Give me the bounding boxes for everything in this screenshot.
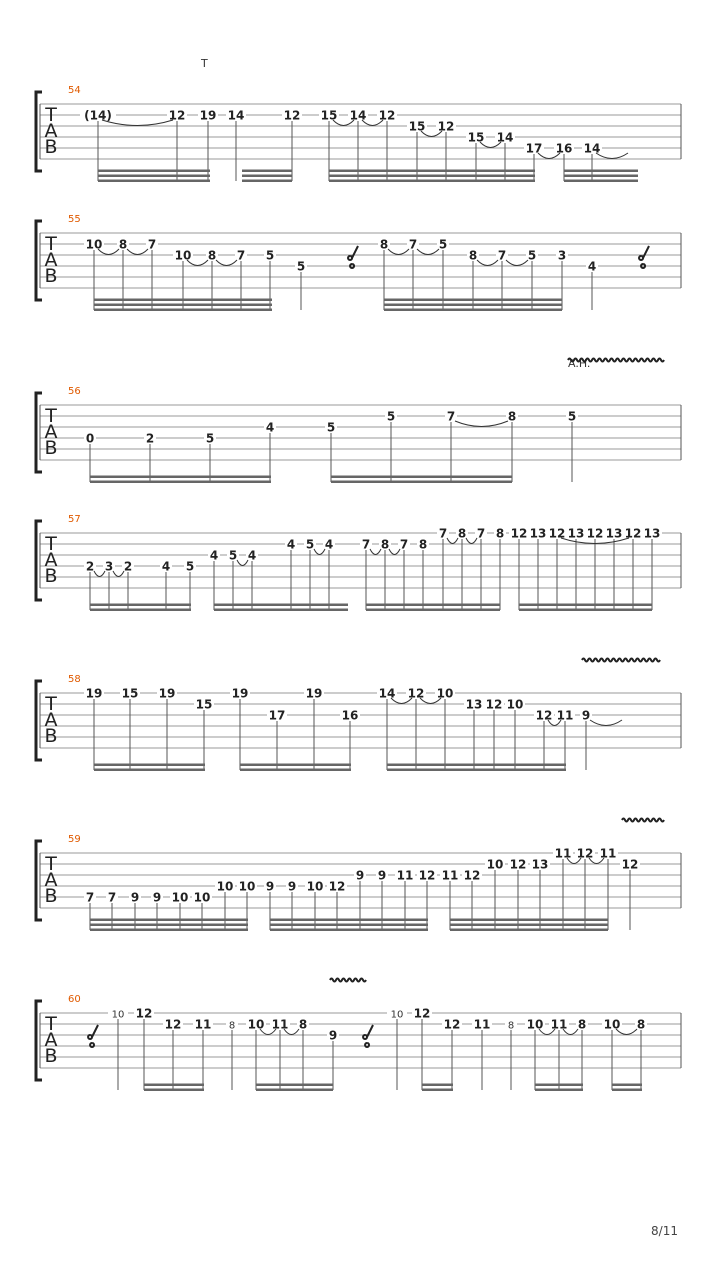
fret-number: 11 [473,1017,491,1032]
tab-clef-letter: B [44,136,58,158]
rest-symbol [348,246,358,268]
fret-number: 17 [525,141,543,156]
fret-number: 12 [621,857,639,872]
fret-number: 5 [228,548,238,563]
fret-number: 13 [567,526,585,541]
fret-number: 8 [379,237,389,252]
fret-number: 10 [174,248,192,263]
tab-clef-letter: A [44,709,58,731]
beam [90,609,191,612]
fret-number: 7 [408,237,418,252]
beam [144,1084,204,1087]
beam [94,304,272,307]
fret-number: 12 [443,1017,461,1032]
measure-number: 57 [68,514,81,525]
beam [90,929,248,932]
slur [417,249,439,255]
tab-clef-letter: B [44,725,58,747]
rest-symbol [639,246,649,268]
fret-number: 10 [247,1017,265,1032]
fret-number: 4 [587,259,597,274]
tab-clef-letter: A [44,421,58,443]
fret-number: 12 [463,868,481,883]
rest-symbol [363,1025,373,1047]
fret-number: 11 [550,1017,568,1032]
fret-number: 9 [130,890,140,905]
rest-symbol [88,1025,98,1047]
beam [214,609,348,612]
beam [535,1089,583,1092]
vibrato-mark [582,659,660,662]
beam [90,481,271,484]
beam [450,924,608,927]
beam [240,764,351,767]
fret-number: 12 [535,708,553,723]
fret-number: 0 [85,431,95,446]
fret-number: 10 [216,879,234,894]
beam [422,1089,453,1092]
beam [90,924,248,927]
fret-number: 10 [526,1017,544,1032]
tab-clef-letter: T [45,693,57,715]
fret-number: 11 [599,846,617,861]
fret-number: 19 [85,686,103,701]
beam [564,170,638,173]
fret-number: 15 [467,130,485,145]
slur [506,260,528,266]
tab-clef-letter: T [45,104,57,126]
fret-number: 11 [396,868,414,883]
beam [242,170,292,173]
fret-number: 7 [399,537,409,552]
fret-number: 7 [438,526,448,541]
beam [94,299,272,302]
fret-number: 5 [305,537,315,552]
fret-number: 14 [583,141,601,156]
fret-number: 10 [85,237,103,252]
fret-number: 12 [418,868,436,883]
fret-number: 12 [576,846,594,861]
fret-number: 12 [437,119,455,134]
fret-number: 8 [207,248,217,263]
fret-number: 7 [85,890,95,905]
slur [388,249,409,255]
fret-number: 10 [238,879,256,894]
beam [535,1084,583,1087]
measure-number: 58 [68,674,81,685]
tab-clef-letter: B [44,1045,58,1067]
beam [98,175,210,178]
beam [331,476,512,479]
slur [477,260,498,266]
beam [387,764,566,767]
fret-number: 3 [557,248,567,263]
beam [329,175,535,178]
fret-number: 8 [457,526,467,541]
vibrato-mark [622,819,664,822]
fret-number: 14 [496,130,514,145]
fret-number: 5 [265,248,275,263]
fret-number: 2 [145,431,155,446]
beam [384,309,562,312]
beam [564,175,638,178]
fret-number: 13 [465,697,483,712]
fret-number: 5 [527,248,537,263]
fret-number: 12 [413,1006,431,1021]
fret-number: 10 [506,697,524,712]
fret-number: 9 [377,868,387,883]
tab-clef-letter: B [44,265,58,287]
fret-number: 11 [271,1017,289,1032]
fret-number: 4 [161,559,171,574]
tab-clef-letter: T [45,233,57,255]
fret-number: 12 [283,108,301,123]
fret-number: 11 [441,868,459,883]
beam [612,1089,642,1092]
beam [94,769,205,772]
beam [612,1084,642,1087]
tab-clef-letter: T [45,533,57,555]
fret-number: 19 [305,686,323,701]
fret-number: 2 [85,559,95,574]
fret-number: 8 [298,1017,308,1032]
beam [256,1089,333,1092]
fret-number: 5 [185,559,195,574]
fret-number: 19 [158,686,176,701]
slur [455,421,508,427]
measure-number: 54 [68,85,81,96]
fret-number: 4 [324,537,334,552]
fret-number: 7 [147,237,157,252]
fret-number: 7 [107,890,117,905]
fret-number: 12 [485,697,503,712]
beam [90,919,248,922]
grace-note-fret: 10 [111,1009,125,1021]
fret-number: 4 [247,548,257,563]
fret-number: 10 [171,890,189,905]
artificial-harmonic-marker: A.H. [568,357,591,370]
grace-note-fret: 10 [390,1009,404,1021]
beam [366,604,500,607]
fret-number: 13 [531,857,549,872]
tab-clef-letter: A [44,120,58,142]
beam [329,170,535,173]
tapping-marker: T [201,57,208,70]
grace-note-fret: 8 [507,1020,515,1032]
fret-number: 15 [121,686,139,701]
fret-number: 16 [555,141,573,156]
fret-number: 19 [231,686,249,701]
fret-number: 5 [296,259,306,274]
fret-number: 9 [265,879,275,894]
fret-number: 4 [286,537,296,552]
fret-number: 12 [510,526,528,541]
fret-number: 8 [380,537,390,552]
fret-number: 15 [408,119,426,134]
fret-number: 12 [509,857,527,872]
tab-clef-letter: B [44,565,58,587]
fret-number: (14) [84,108,112,123]
beam [98,180,210,183]
fret-number: 7 [476,526,486,541]
fret-number: 5 [386,409,396,424]
beam [94,764,205,767]
fret-number: 5 [567,409,577,424]
beam [98,170,210,173]
fret-number: 12 [164,1017,182,1032]
fret-number: 9 [328,1028,338,1043]
fret-number: 12 [328,879,346,894]
fret-number: 11 [554,846,572,861]
slur [127,249,148,255]
fret-number: 16 [341,708,359,723]
fret-number: 14 [349,108,367,123]
beam [331,481,512,484]
tab-clef-letter: A [44,249,58,271]
beam [270,919,428,922]
beam [242,180,292,183]
beam [329,180,535,183]
fret-number: 13 [605,526,623,541]
fret-number: 17 [268,708,286,723]
fret-number: 13 [529,526,547,541]
fret-number: 12 [407,686,425,701]
fret-number: 5 [205,431,215,446]
fret-number: 15 [195,697,213,712]
fret-number: 12 [168,108,186,123]
fret-number: 10 [193,890,211,905]
slur [216,260,237,266]
beam [270,929,428,932]
fret-number: 7 [236,248,246,263]
fret-number: 7 [361,537,371,552]
fret-number: 19 [199,108,217,123]
fret-number: 4 [209,548,219,563]
fret-number: 10 [486,857,504,872]
fret-number: 8 [495,526,505,541]
fret-number: 8 [118,237,128,252]
grace-note-fret: 8 [228,1020,236,1032]
beam [519,604,652,607]
beam [270,924,428,927]
beam [564,180,638,183]
beam [214,604,348,607]
fret-number: 11 [556,708,574,723]
fret-number: 8 [507,409,517,424]
fret-number: 9 [581,708,591,723]
fret-number: 12 [586,526,604,541]
beam [240,769,351,772]
fret-number: 9 [152,890,162,905]
fret-number: 8 [468,248,478,263]
tab-clef-letter: T [45,405,57,427]
fret-number: 14 [227,108,245,123]
beam [94,309,272,312]
tab-clef-letter: B [44,885,58,907]
beam [90,476,271,479]
fret-number: 7 [446,409,456,424]
beam [256,1084,333,1087]
fret-number: 10 [603,1017,621,1032]
tab-clef-letter: A [44,1029,58,1051]
fret-number: 4 [265,420,275,435]
fret-number: 9 [355,868,365,883]
tab-clef-letter: A [44,549,58,571]
tab-clef-letter: T [45,1013,57,1035]
beam [242,175,292,178]
fret-number: 12 [624,526,642,541]
fret-number: 3 [104,559,114,574]
beam [387,769,566,772]
fret-number: 8 [577,1017,587,1032]
fret-number: 9 [287,879,297,894]
fret-number: 8 [418,537,428,552]
beam [519,609,652,612]
fret-number: 10 [306,879,324,894]
vibrato-mark [330,979,366,982]
page-number: 8/11 [651,1224,678,1238]
beam [384,299,562,302]
measure-number: 60 [68,994,81,1005]
beam [366,609,500,612]
beam [422,1084,453,1087]
beam [450,929,608,932]
beam [384,304,562,307]
beam [90,604,191,607]
fret-number: 14 [378,686,396,701]
slur [590,720,622,726]
tab-clef-letter: B [44,437,58,459]
fret-number: 8 [636,1017,646,1032]
measure-number: 59 [68,834,81,845]
fret-number: 10 [436,686,454,701]
fret-number: 15 [320,108,338,123]
fret-number: 12 [135,1006,153,1021]
fret-number: 2 [123,559,133,574]
tab-clef-letter: T [45,853,57,875]
measure-number: 55 [68,214,81,225]
beam [144,1089,204,1092]
fret-number: 12 [548,526,566,541]
fret-number: 5 [326,420,336,435]
fret-number: 5 [438,237,448,252]
beam [450,919,608,922]
measure-number: 56 [68,386,81,397]
tab-clef-letter: A [44,869,58,891]
fret-number: 7 [497,248,507,263]
fret-number: 11 [194,1017,212,1032]
fret-number: 12 [378,108,396,123]
fret-number: 13 [643,526,661,541]
